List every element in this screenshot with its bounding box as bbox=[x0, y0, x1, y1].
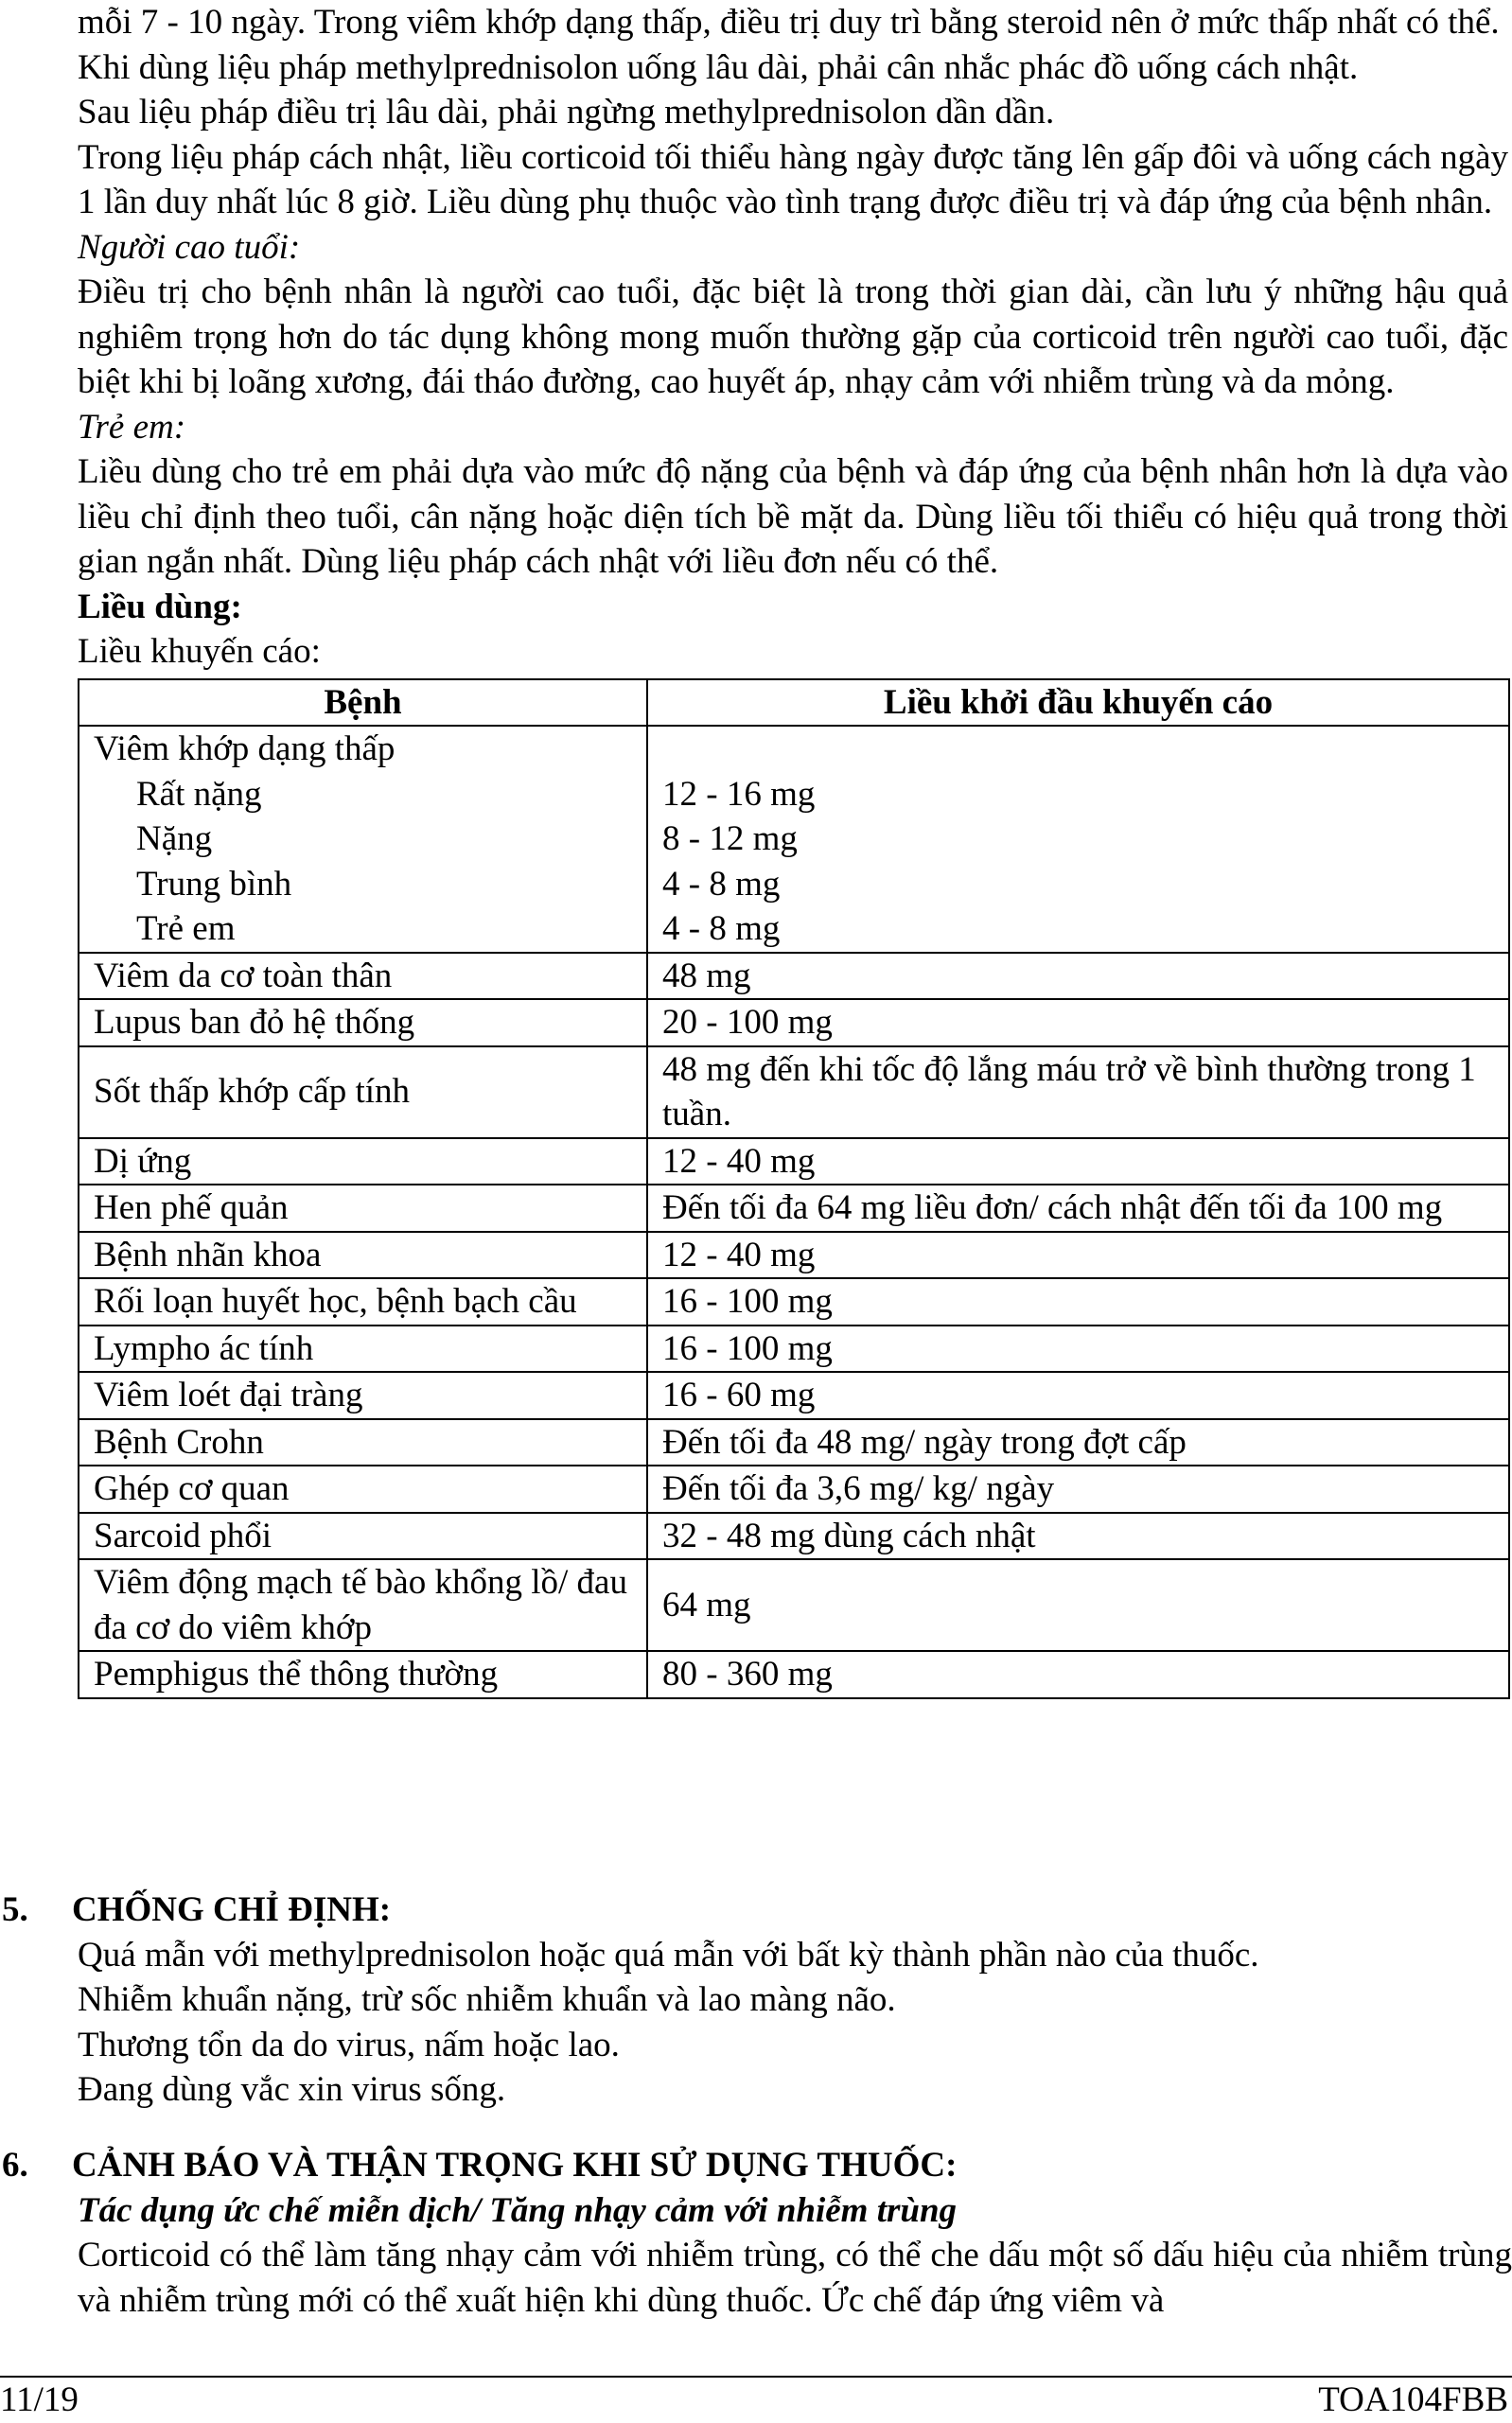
section-title: CẢNH BÁO VÀ THẬN TRỌNG KHI SỬ DỤNG THUỐC: bbox=[72, 2146, 958, 2185]
header-dose: Liều khởi đầu khuyến cáo bbox=[647, 679, 1509, 727]
section-contraindications bbox=[0, 1887, 1512, 2113]
dose-cell: Đến tối đa 3,6 mg/ kg/ ngày bbox=[647, 1466, 1509, 1513]
paragraph: mỗi 7 - 10 ngày. Trong viêm khớp dạng thấp, điều trị duy trì bằng steroid nên ở mức thấp nhất có thể. bbox=[78, 3, 1500, 42]
table-row bbox=[79, 1232, 1509, 1279]
table-row bbox=[79, 953, 1509, 1000]
table-row bbox=[79, 1466, 1509, 1513]
table-header-row bbox=[79, 679, 1509, 727]
dose-cell: 48 mg bbox=[647, 953, 1509, 1000]
table-row bbox=[79, 1138, 1509, 1185]
disease-cell: Lupus ban đỏ hệ thống bbox=[79, 999, 647, 1046]
disease-cell: Viêm động mạch tế bào khổng lồ/ đau đa cơ do viêm khớp bbox=[79, 1559, 647, 1651]
dose-cell: 16 - 100 mg bbox=[647, 1326, 1509, 1373]
table-row bbox=[79, 1278, 1509, 1326]
section-warnings bbox=[0, 2143, 1512, 2323]
footer-divider bbox=[0, 2376, 1512, 2378]
table-row bbox=[79, 1559, 1509, 1651]
dose-cell: 32 - 48 mg dùng cách nhật bbox=[647, 1513, 1509, 1560]
children-paragraph: Liều dùng cho trẻ em phải dựa vào mức độ nặng của bệnh và đáp ứng của bệnh nhân hơn là dựa vào liều chỉ định theo tuổi, cân nặng hoặc diện tích bề mặt da. Dùng liều tối thiểu có hiệu quả trong thời gian ngắn nhất. Dùng liệu pháp cách nhật với liều đơn nếu có thể. bbox=[78, 452, 1508, 581]
dose-cell: 64 mg bbox=[647, 1559, 1509, 1651]
contraindication-line: Thương tổn da do virus, nấm hoặc lao. bbox=[78, 2025, 620, 2064]
section-title: CHỐNG CHỈ ĐỊNH: bbox=[72, 1890, 392, 1929]
disease-cell: Rất nặng bbox=[79, 772, 647, 817]
table-row bbox=[79, 816, 1509, 862]
dose-cell: 20 - 100 mg bbox=[647, 999, 1509, 1046]
dose-cell: 80 - 360 mg bbox=[647, 1651, 1509, 1698]
disease-cell: Bệnh Crohn bbox=[79, 1419, 647, 1466]
dose-cell: Đến tối đa 64 mg liều đơn/ cách nhật đến tối đa 100 mg bbox=[647, 1185, 1509, 1232]
dose-cell: 12 - 40 mg bbox=[647, 1138, 1509, 1185]
dose-cell: 4 - 8 mg bbox=[647, 862, 1509, 907]
ra-title: Viêm khớp dạng thấp bbox=[79, 726, 647, 772]
table-row bbox=[79, 1419, 1509, 1466]
document-code: TOA104FBB bbox=[1318, 2380, 1508, 2419]
section-6-paragraph: Corticoid có thể làm tăng nhạy cảm với nhiễm trùng, có thể che dấu một số dấu hiệu của nhiễm trùng và nhiễm trùng mới có thể xuất hiện khi dùng thuốc. Ức chế đáp ứng viêm và bbox=[78, 2236, 1512, 2320]
page-number: 11/19 bbox=[0, 2380, 79, 2419]
section-5-heading bbox=[0, 1887, 1512, 1933]
disease-cell: Bệnh nhãn khoa bbox=[79, 1232, 647, 1279]
table-row bbox=[79, 862, 1509, 907]
dose-cell: 4 - 8 mg bbox=[647, 906, 1509, 953]
disease-cell: Sarcoid phổi bbox=[79, 1513, 647, 1560]
disease-cell: Sốt thấp khớp cấp tính bbox=[79, 1046, 647, 1138]
table-row bbox=[79, 1372, 1509, 1419]
dose-cell: 48 mg đến khi tốc độ lắng máu trở về bình thường trong 1 tuần. bbox=[647, 1046, 1509, 1138]
dose-cell: 16 - 100 mg bbox=[647, 1278, 1509, 1326]
disease-cell: Viêm loét đại tràng bbox=[79, 1372, 647, 1419]
dose-cell: 12 - 16 mg bbox=[647, 772, 1509, 817]
elderly-paragraph: Điều trị cho bệnh nhân là người cao tuổi, đặc biệt là trong thời gian dài, cần lưu ý những hậu quả nghiêm trọng hơn do tác dụng không mong muốn thường gặp của corticoid trên người cao tuổi, đặc biệt khi bị loãng xương, đái tháo đường, cao huyết áp, nhạy cảm với nhiễm trùng và da mỏng. bbox=[78, 272, 1508, 401]
paragraph: Trong liệu pháp cách nhật, liều corticoid tối thiểu hàng ngày được tăng lên gấp đôi và uống cách ngày 1 lần duy nhất lúc 8 giờ. Liều dùng phụ thuộc vào tình trạng được điều trị và đáp ứng của bệnh nhân. bbox=[78, 137, 1508, 221]
disease-cell: Ghép cơ quan bbox=[79, 1466, 647, 1513]
header-disease: Bệnh bbox=[79, 679, 647, 727]
children-heading: Trẻ em: bbox=[78, 407, 186, 447]
table-row bbox=[79, 1651, 1509, 1698]
dose-cell: 16 - 60 mg bbox=[647, 1372, 1509, 1419]
section-number: 5. bbox=[2, 1890, 28, 1929]
table-row bbox=[79, 726, 1509, 772]
elderly-heading: Người cao tuổi: bbox=[78, 227, 301, 267]
section-6-heading bbox=[0, 2143, 1512, 2188]
contraindication-line: Quá mẫn với methylprednisolon hoặc quá mẫn với bất kỳ thành phần nào của thuốc. bbox=[78, 1935, 1259, 1975]
table-row bbox=[79, 1185, 1509, 1232]
intro-block bbox=[78, 0, 1508, 1699]
dosage-table bbox=[78, 678, 1510, 1699]
disease-cell: Lympho ác tính bbox=[79, 1326, 647, 1373]
section-6-subheading: Tác dụng ức chế miễn dịch/ Tăng nhạy cảm với nhiễm trùng bbox=[78, 2190, 958, 2230]
disease-cell: Dị ứng bbox=[79, 1138, 647, 1185]
dose-cell: Đến tối đa 48 mg/ ngày trong đợt cấp bbox=[647, 1419, 1509, 1466]
table-row bbox=[79, 1046, 1509, 1138]
recommended-label: Liều khuyến cáo: bbox=[78, 632, 321, 671]
table-row bbox=[79, 772, 1509, 817]
table-row bbox=[79, 999, 1509, 1046]
disease-cell: Rối loạn huyết học, bệnh bạch cầu bbox=[79, 1278, 647, 1326]
disease-cell: Viêm da cơ toàn thân bbox=[79, 953, 647, 1000]
disease-cell: Nặng bbox=[79, 816, 647, 862]
section-5-body bbox=[0, 1933, 1512, 2113]
dosage-heading: Liều dùng: bbox=[78, 587, 242, 626]
dose-cell: 12 - 40 mg bbox=[647, 1232, 1509, 1279]
ra-title-dose bbox=[647, 726, 1509, 772]
section-number: 6. bbox=[2, 2146, 28, 2185]
disease-cell: Hen phế quản bbox=[79, 1185, 647, 1232]
paragraph: Khi dùng liệu pháp methylprednisolon uống lâu dài, phải cân nhắc phác đồ uống cách nhật. bbox=[78, 47, 1359, 87]
disease-cell: Trẻ em bbox=[79, 906, 647, 953]
table-row bbox=[79, 1513, 1509, 1560]
paragraph: Sau liệu pháp điều trị lâu dài, phải ngừng methylprednisolon dần dần. bbox=[78, 93, 1055, 132]
contraindication-line: Nhiễm khuẩn nặng, trừ sốc nhiễm khuẩn và lao màng não. bbox=[78, 1980, 896, 2019]
dose-cell: 8 - 12 mg bbox=[647, 816, 1509, 862]
disease-cell: Trung bình bbox=[79, 862, 647, 907]
contraindication-line: Đang dùng vắc xin virus sống. bbox=[78, 2070, 506, 2109]
table-row bbox=[79, 1326, 1509, 1373]
table-row bbox=[79, 906, 1509, 953]
disease-cell: Pemphigus thể thông thường bbox=[79, 1651, 647, 1698]
